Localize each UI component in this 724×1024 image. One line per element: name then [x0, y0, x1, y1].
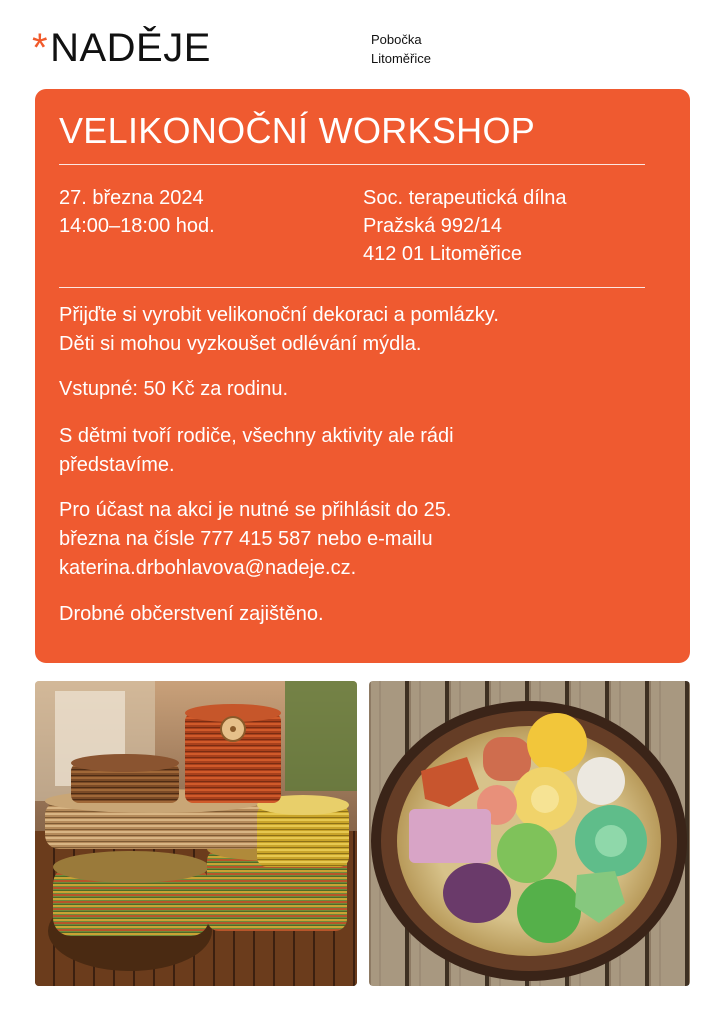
parents-paragraph — [59, 422, 659, 480]
parents-line-1: S dětmi tvoří rodiče, všechny aktivity ale rádi — [59, 425, 454, 447]
event-panel — [35, 89, 690, 663]
registration-paragraph — [59, 496, 659, 583]
venue-city: 412 01 Litoměřice — [363, 243, 522, 265]
registration-line-1: Pro účast na akci je nutné se přihlásit do 25. — [59, 499, 452, 521]
refreshments-paragraph — [59, 600, 659, 629]
venue-name: Soc. terapeutická dílna — [363, 187, 567, 209]
divider-top — [59, 164, 645, 165]
registration-email[interactable]: katerina.drbohlavova@nadeje.cz. — [59, 557, 357, 579]
event-title: VELIKONOČNÍ WORKSHOP — [59, 110, 536, 151]
refreshments-line: Drobné občerstvení zajištěno. — [59, 603, 324, 625]
branch-line-2: Litoměřice — [371, 51, 431, 66]
event-date: 27. března 2024 — [59, 187, 204, 209]
branch-line-1: Pobočka — [371, 32, 422, 47]
venue-block — [363, 184, 566, 268]
nadeje-logo — [32, 28, 211, 68]
intro-line-1: Přijďte si vyrobit velikonoční dekoraci a pomlázky. — [59, 304, 499, 326]
intro-paragraph — [59, 301, 659, 359]
logo-text: NADĚJE — [50, 26, 211, 70]
venue-street: Pražská 992/14 — [363, 215, 502, 237]
parents-line-2: představíme. — [59, 454, 175, 476]
date-time-block — [59, 184, 215, 240]
divider-bottom — [59, 287, 645, 288]
header — [32, 24, 692, 76]
soap-basket-photo — [369, 681, 690, 986]
intro-line-2: Děti si mohou vyzkoušet odlévání mýdla. — [59, 333, 422, 355]
branch-label — [371, 30, 431, 68]
logo-asterisk: * — [32, 26, 49, 70]
registration-line-2: března na čísle 777 415 587 nebo e-mailu — [59, 528, 433, 550]
fee-line: Vstupné: 50 Kč za rodinu. — [59, 378, 289, 400]
woven-baskets-photo — [35, 681, 357, 986]
fee-paragraph — [59, 375, 659, 404]
event-time: 14:00–18:00 hod. — [59, 215, 215, 237]
